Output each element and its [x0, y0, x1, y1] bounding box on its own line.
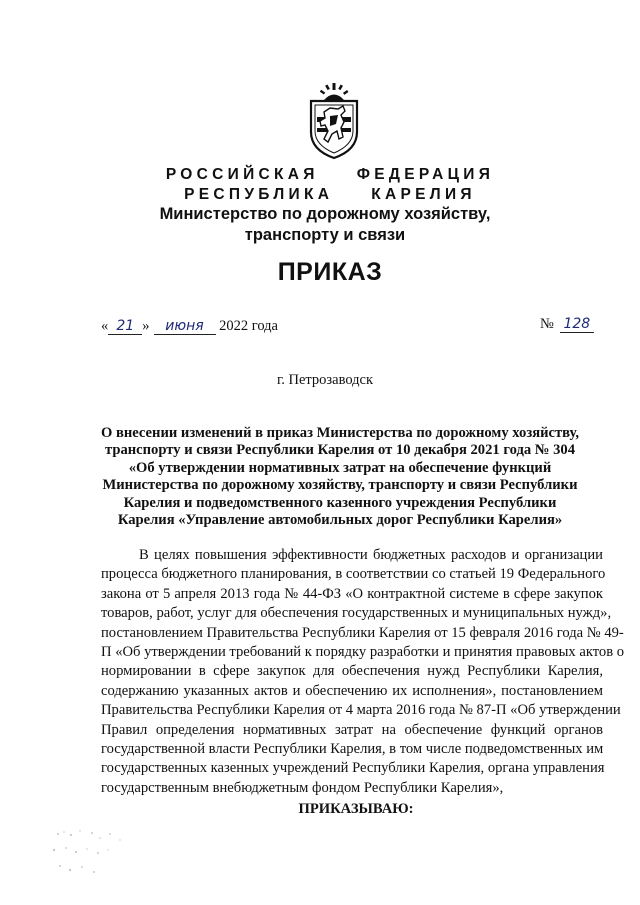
document-type-title: ПРИКАЗ: [277, 258, 383, 286]
title-line: «Об утверждении нормативных затрат на обеспечение функций: [128, 459, 552, 476]
header-republic-right: КАРЕЛИЯ: [371, 186, 476, 203]
header-republic: [120, 186, 540, 204]
body-line: содержанию указанных актов и обеспечению их исполнения», постановлением: [101, 682, 603, 699]
date-open-quote: «: [101, 318, 109, 334]
body-line: Правительства Республики Карелия от 4 марта 2016 года № 87-П «Об утверждении: [101, 702, 621, 719]
date-day-field: 21: [108, 319, 142, 335]
order-number-field: 128: [560, 317, 594, 333]
karelia-coat-of-arms-icon: [308, 82, 360, 160]
title-line: Министерства по дорожному хозяйству, транспорту и связи Республики: [102, 477, 578, 494]
scan-stamp-mark: [40, 820, 150, 880]
date-close-quote: »: [142, 318, 150, 334]
order-directive: ПРИКАЗЫВАЮ:: [298, 801, 414, 817]
date-month-field: июня: [154, 319, 216, 335]
header-republic-left: РЕСПУБЛИКА: [184, 186, 334, 203]
title-line: Карелия «Управление автомобильных дорог Республики Карелия»: [117, 512, 563, 529]
ministry-name-line-1: Министерство по дорожному хозяйству,: [159, 205, 491, 223]
body-line: Правил определения нормативных затрат на обеспечение функций органов: [101, 721, 603, 738]
order-date: [101, 318, 278, 335]
order-number: [540, 316, 594, 333]
title-line: О внесении изменений в приказ Министерства по дорожному хозяйству,: [100, 425, 580, 441]
header-country-right: ФЕДЕРАЦИЯ: [356, 166, 495, 183]
title-line: Карелия и подведомственного казенного учреждения Республики: [123, 494, 557, 511]
body-line: государственным внебюджетным фондом Республики Карелия»,: [101, 779, 504, 796]
body-line: П «Об утверждении требований к порядку разработки и принятия правовых актов о: [101, 644, 625, 661]
number-sign: №: [540, 316, 554, 332]
body-line: государственных казенных учреждений Республики Карелия, органа управления: [101, 760, 605, 777]
title-line: транспорту и связи Республики Карелия от 10 декабря 2021 года № 304: [105, 442, 575, 459]
body-line: товаров, работ, услуг для обеспечения государственных и муниципальных нужд»,: [101, 605, 612, 622]
body-line: государственной власти Республики Карелия, в том числе подведомственных им: [101, 741, 604, 758]
date-year: 2022 года: [219, 318, 278, 334]
body-line: нормировании в сфере закупок для обеспечения нужд Республики Карелия,: [101, 663, 603, 680]
ministry-name-line-2: транспорту и связи: [244, 226, 406, 244]
body-line: постановлением Правительства Республики Карелия от 15 февраля 2016 года № 49-: [101, 624, 624, 641]
city-name: г. Петрозаводск: [276, 372, 374, 388]
preamble-paragraph: [101, 546, 625, 798]
body-line: В целях повышения эффективности бюджетных расходов и организации: [139, 547, 603, 563]
body-line: процесса бюджетного планирования, в соответствии со статьей 19 Федерального: [101, 566, 606, 583]
header-country: [120, 166, 540, 184]
body-line: закона от 5 апреля 2013 года № 44-ФЗ «О контрактной системе в сфере закупок: [101, 585, 603, 602]
header-country-left: РОССИЙСКАЯ: [165, 166, 319, 183]
order-title: [85, 425, 595, 529]
